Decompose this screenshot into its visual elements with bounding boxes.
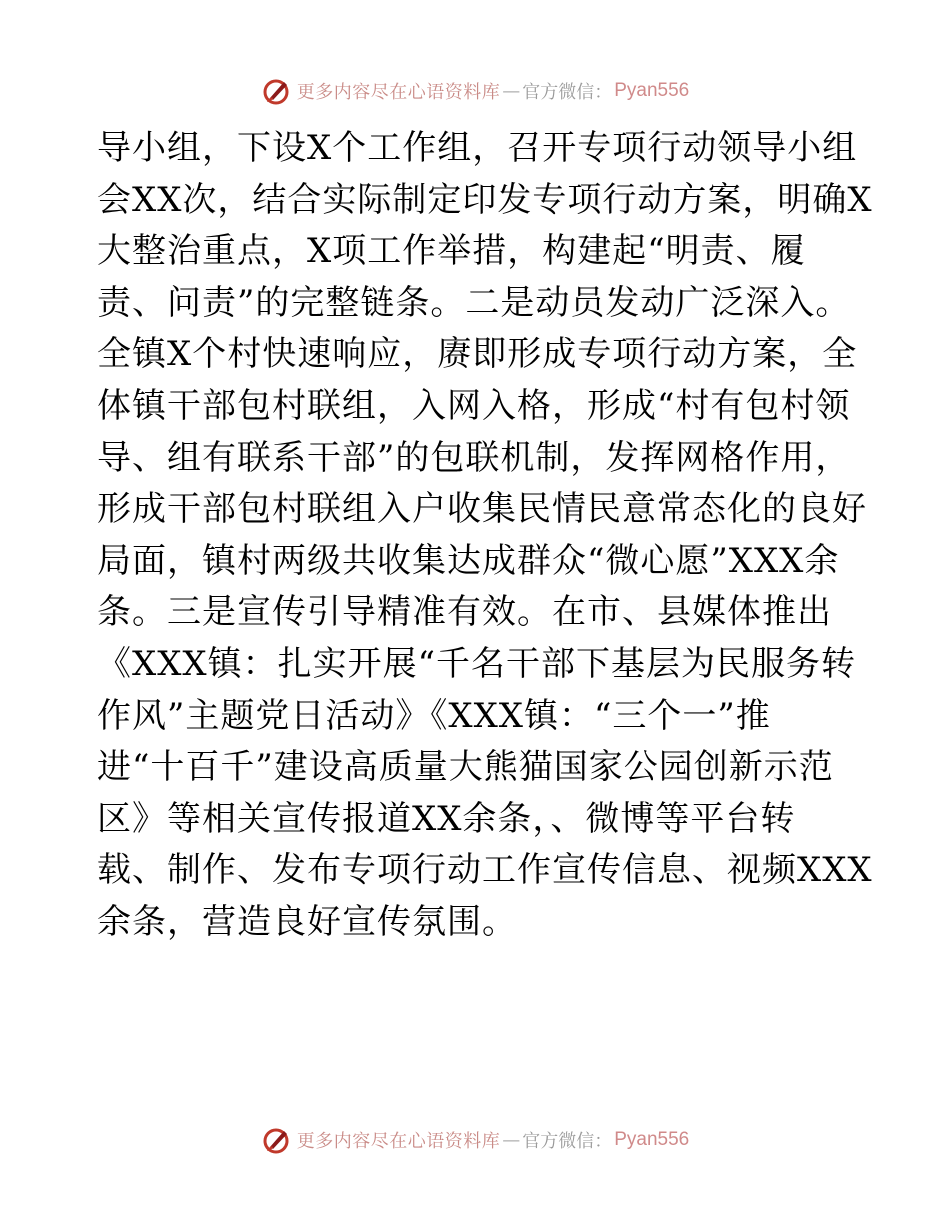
body-line: 责、问责”的完整链条。二是动员发动广泛深入。 (97, 282, 851, 323)
body-line: 余条，营造良好宣传氛围。 (97, 901, 517, 942)
body-line: 形成干部包村联组入户收集民情民意常态化的良好 (97, 489, 867, 530)
body-line: 导小组，下设X个工作组，召开专项行动领导小组 (97, 128, 858, 168)
body-line: 大整治重点，X项工作举措，构建起“明责、履 (97, 231, 806, 272)
header-watermark (0, 74, 950, 108)
body-line: 全镇X个村快速响应，赓即形成专项行动方案，全 (97, 334, 858, 375)
footer-watermark (0, 1123, 950, 1157)
document-body (97, 123, 873, 949)
body-line: 局面，镇村两级共收集达成群众“微心愿”XXX余 (97, 540, 840, 581)
watermark-label: 官方微信： (522, 1131, 613, 1152)
watermark-dash: — (502, 1129, 521, 1151)
watermark-title: 更多内容尽在心语资料库 (296, 82, 501, 103)
watermark-handle: Pyan556 (614, 1129, 690, 1150)
body-line: 进“十百千”建设高质量大熊猫国家公园创新示范 (97, 747, 834, 788)
body-line: 会XX次，结合实际制定印发专项行动方案，明确X (97, 179, 873, 220)
watermark-dash: — (502, 80, 521, 102)
brush-logo-icon (261, 76, 291, 106)
body-line: 导、组有联系干部”的包联机制，发挥网格作用， (97, 437, 851, 478)
body-line: 载、制作、发布专项行动工作宣传信息、视频XXX (97, 850, 873, 891)
body-line: 作风”主题党日活动》《XXX镇：“三个一”推 (97, 695, 771, 736)
body-line: 《XXX镇：扎实开展“千名干部下基层为民服务转 (97, 643, 856, 684)
watermark-label: 官方微信： (522, 82, 613, 103)
body-line: 体镇干部包村联组，入网入格，形成“村有包村领 (97, 385, 851, 426)
body-line: 条。三是宣传引导精准有效。在市、县媒体推出 (97, 592, 832, 633)
body-line: 区》等相关宣传报道XX余条，、微博等平台转 (97, 798, 796, 839)
brush-logo-icon (261, 1125, 291, 1155)
watermark-handle: Pyan556 (614, 80, 690, 101)
watermark-title: 更多内容尽在心语资料库 (296, 1131, 501, 1152)
